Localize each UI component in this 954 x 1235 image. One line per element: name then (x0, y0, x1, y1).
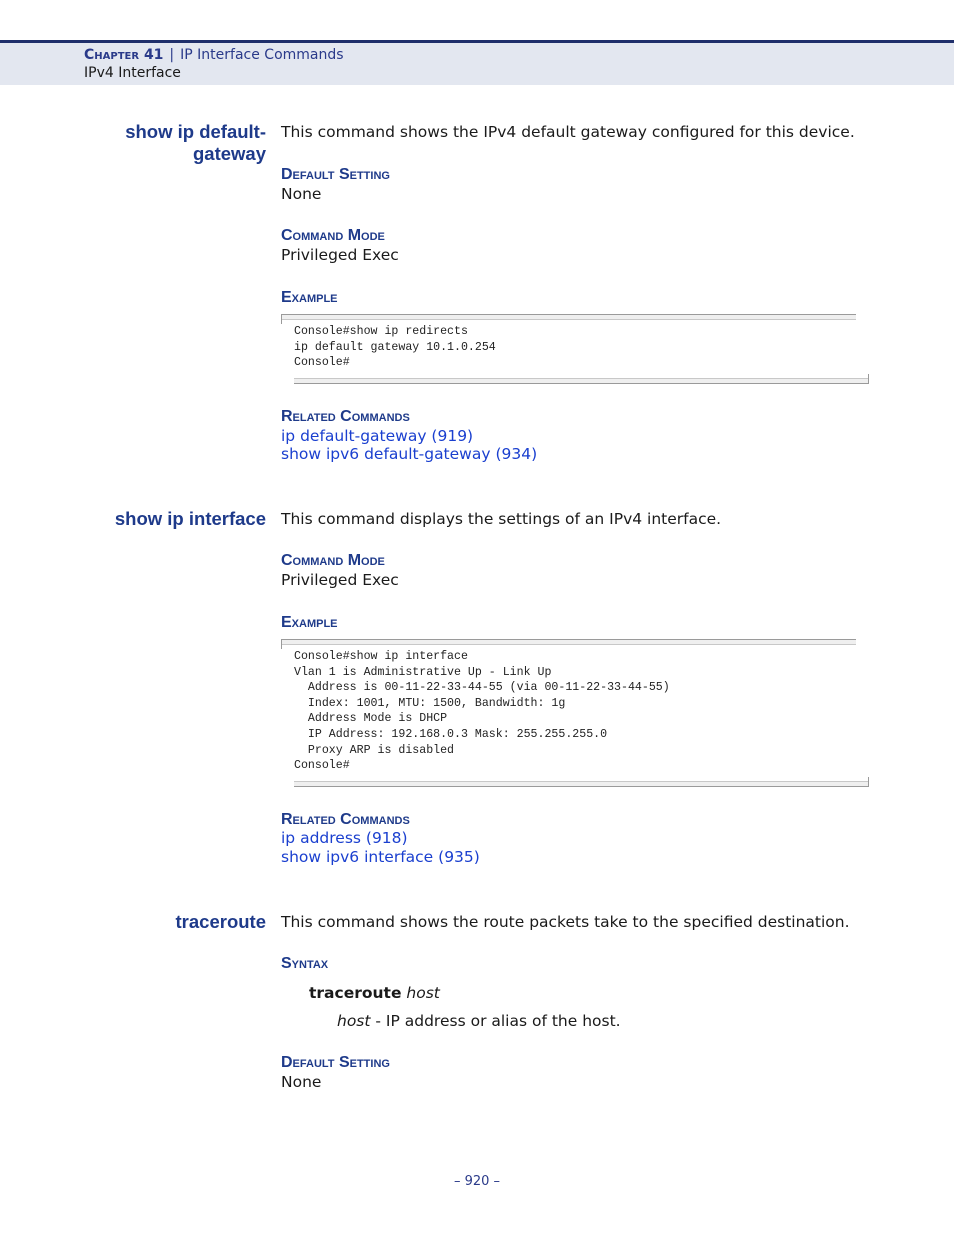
example-code-box (281, 639, 869, 787)
command-title-traceroute: traceroute (175, 911, 266, 932)
header-separator: | (169, 47, 175, 63)
command-title-line1: show ip default- (125, 121, 266, 142)
related-link-show-ipv6-interface[interactable]: show ipv6 interface (935) (281, 848, 480, 866)
page-number: – 920 – (453, 1174, 501, 1189)
parameter-description: - IP address or alias of the host. (370, 1012, 621, 1030)
syntax-heading: Syntax (281, 955, 329, 972)
parameter-name: host (337, 1012, 371, 1030)
code-box-right-tick (866, 777, 869, 787)
command-mode-heading: Command Mode (281, 552, 385, 569)
code-box-bottom-rule (294, 378, 869, 384)
code-box-left-tick (281, 314, 284, 324)
command-description: This command shows the IPv4 default gateway configured for this device. (281, 123, 855, 141)
default-setting-value: None (281, 185, 322, 203)
code-box-top-rule (281, 314, 856, 320)
default-setting-value: None (281, 1073, 322, 1091)
code-box-bottom-rule (294, 781, 869, 787)
related-link-ip-address[interactable]: ip address (918) (281, 829, 408, 847)
example-code: Console#show ip interface Vlan 1 is Administrative Up - Link Up Address is 00-11-22-33-44-55 (via 00-11-22-33-44-55) Index: 1001, MTU: 1500, Bandwidth: 1g Address Mode is DHCP IP Address: 192.168.0.3 Mask: 255.255.255.0 Proxy ARP is disabled Console# (294, 650, 670, 773)
header-chapter-title: IP Interface Commands (180, 47, 344, 63)
header-chapter: Chapter 41 (84, 47, 164, 63)
default-setting-heading: Default Setting (281, 166, 390, 183)
syntax-argument: host (406, 984, 440, 1002)
command-description: This command displays the settings of an IPv4 interface. (281, 510, 722, 528)
command-mode-heading: Command Mode (281, 227, 385, 244)
related-link-ip-default-gateway[interactable]: ip default-gateway (919) (281, 427, 474, 445)
example-heading: Example (281, 614, 338, 631)
code-box-top-rule (281, 639, 856, 645)
command-mode-value: Privileged Exec (281, 571, 399, 589)
related-commands-heading: Related Commands (281, 408, 410, 425)
command-title-show-ip-default-gateway (86, 121, 266, 165)
page-header (0, 40, 954, 85)
header-chapter-line (84, 47, 344, 63)
code-box-right-tick (866, 374, 869, 384)
code-box-left-tick (281, 639, 284, 649)
header-section: IPv4 Interface (84, 65, 181, 81)
syntax-keyword: traceroute (309, 984, 402, 1002)
example-heading: Example (281, 289, 338, 306)
command-description: This command shows the route packets take to the specified destination. (281, 913, 850, 931)
syntax-parameter (337, 1012, 621, 1030)
example-code: Console#show ip redirects ip default gateway 10.1.0.254 Console# (294, 325, 496, 370)
related-commands-heading: Related Commands (281, 811, 410, 828)
command-mode-value: Privileged Exec (281, 246, 399, 264)
command-title-line2: gateway (192, 143, 266, 164)
related-link-show-ipv6-default-gateway[interactable]: show ipv6 default-gateway (934) (281, 445, 538, 463)
command-title-show-ip-interface: show ip interface (114, 508, 266, 529)
example-code-box (281, 314, 869, 384)
default-setting-heading: Default Setting (281, 1054, 390, 1071)
syntax-line (309, 984, 440, 1002)
